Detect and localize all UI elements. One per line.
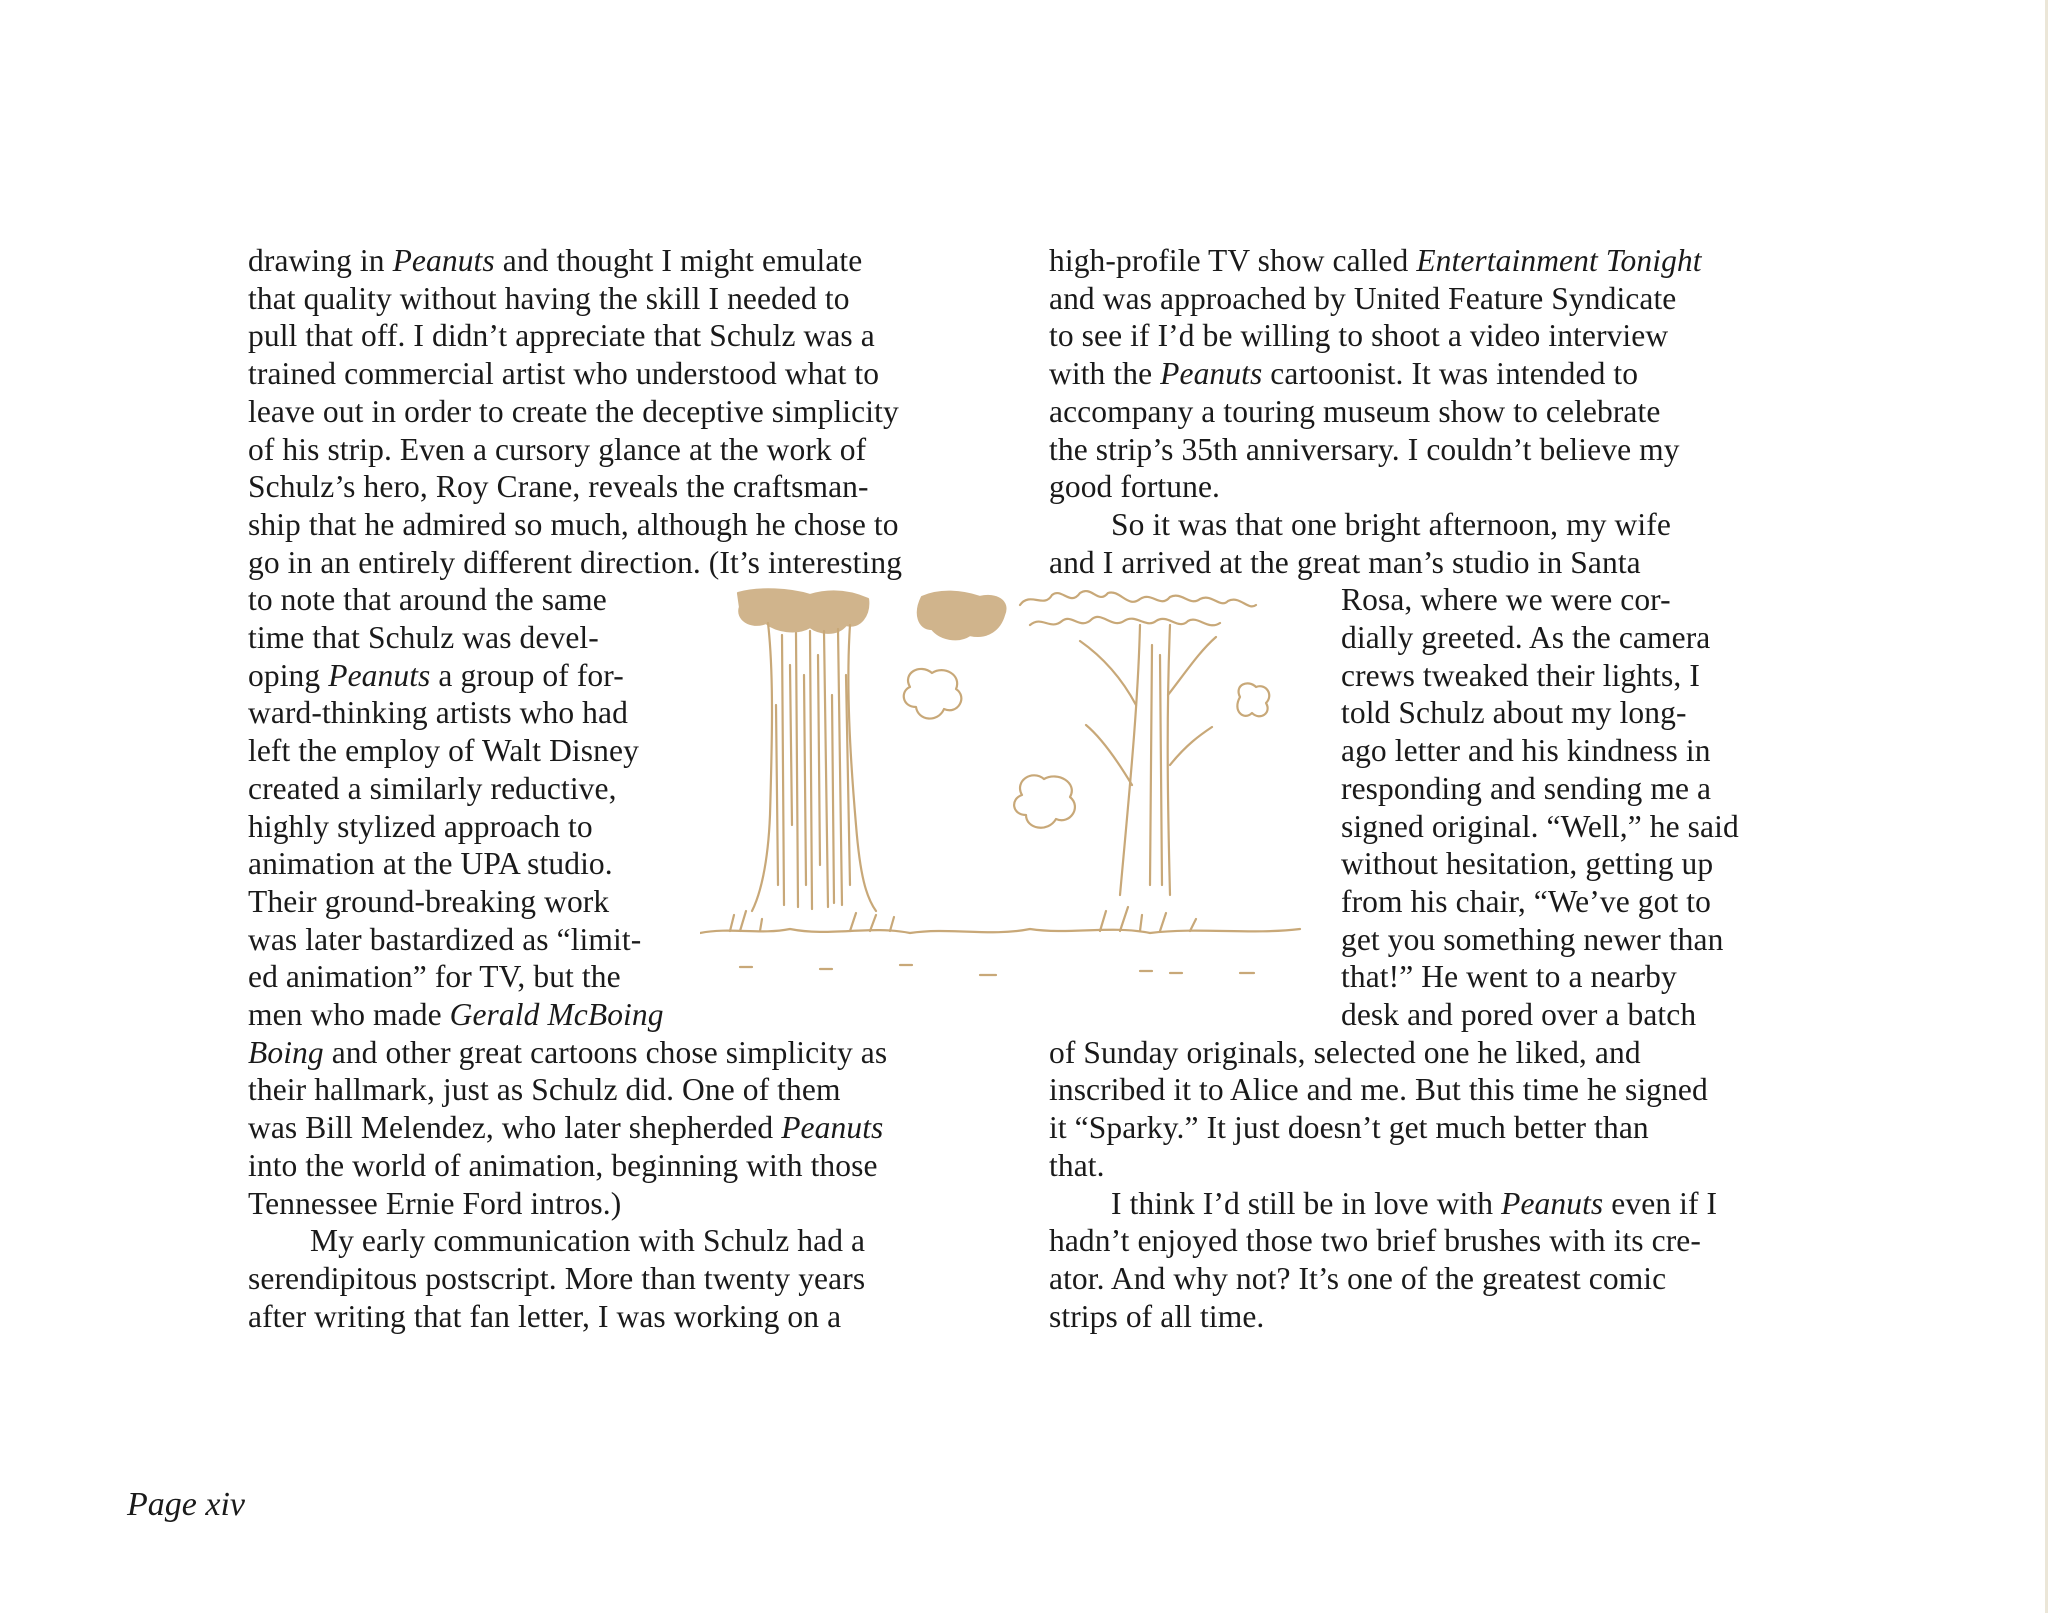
text-run: ator. And why not? It’s one of the greatest comic [1049, 1260, 1667, 1296]
text-run: desk and pored over a batch [1341, 997, 1697, 1033]
text-line [1049, 468, 1809, 506]
text-line [1049, 1147, 1809, 1185]
text-run: pull that off. I didn’t appreciate that Schulz was a [248, 318, 875, 354]
text-run: it “Sparky.” It just doesn’t get much better than [1049, 1110, 1649, 1146]
text-run: into the world of animation, beginning with those [248, 1147, 878, 1183]
text-run: their hallmark, just as Schulz did. One of them [248, 1072, 841, 1108]
text-run: signed original. “Well,” he said [1341, 808, 1739, 844]
text-run: ago letter and his kindness in [1341, 733, 1711, 769]
text-run: Rosa, where we were cor- [1341, 582, 1671, 618]
text-run: from his chair, “We’ve got to [1341, 883, 1711, 919]
italic-title: Gerald McBoing [449, 997, 664, 1033]
text-line [1049, 1071, 1809, 1109]
text-run: animation at the UPA studio. [248, 846, 613, 882]
text-run: So it was that one bright afternoon, my wife [1111, 506, 1671, 542]
text-run: was later bastardized as “limit- [248, 921, 642, 957]
text-line [1049, 1260, 1809, 1298]
text-run: highly stylized approach to [248, 808, 593, 844]
text-run: left the employ of Walt Disney [248, 733, 639, 769]
italic-title: Peanuts [1501, 1185, 1604, 1221]
italic-title: Peanuts [392, 243, 495, 278]
text-run: oping [248, 657, 329, 693]
text-line [248, 1071, 1028, 1109]
italic-title: Peanuts [328, 657, 431, 693]
text-line [1049, 1298, 1809, 1336]
text-run: with the [1049, 356, 1161, 392]
text-run: time that Schulz was devel- [248, 620, 599, 656]
text-run: hadn’t enjoyed those two brief brushes with its cre- [1049, 1223, 1701, 1259]
text-run: to see if I’d be willing to shoot a video interview [1049, 318, 1669, 354]
text-run: dially greeted. As the camera [1341, 620, 1711, 656]
text-run: ward-thinking artists who had [248, 695, 628, 731]
text-line [1049, 1222, 1809, 1260]
text-line [1049, 1109, 1809, 1147]
text-run: that. [1049, 1147, 1105, 1183]
text-run: go in an entirely different direction. (It’s interesting [248, 544, 903, 580]
text-line [1049, 355, 1809, 393]
text-run: inscribed it to Alice and me. But this time he signed [1049, 1072, 1708, 1108]
trees-drawing-icon [700, 585, 1320, 985]
text-run: drawing in [248, 243, 393, 278]
text-run: Their ground-breaking work [248, 883, 610, 919]
text-line [1049, 544, 1809, 582]
text-run: high-profile TV show called [1049, 243, 1417, 278]
text-run: after writing that fan letter, I was working on a [248, 1298, 842, 1334]
text-run: that!” He went to a nearby [1341, 959, 1677, 995]
text-run: cartoonist. It was intended to [1262, 356, 1639, 392]
italic-title: Entertainment Tonight [1416, 243, 1702, 278]
text-run: strips of all time. [1049, 1298, 1265, 1334]
text-line [248, 468, 1028, 506]
text-line [1049, 317, 1809, 355]
text-run: and other great cartoons chose simplicity as [323, 1034, 888, 1070]
text-run: that quality without having the skill I needed to [248, 280, 850, 316]
text-run: I think I’d still be in love with [1111, 1185, 1502, 1221]
text-run: a group of for- [430, 657, 624, 693]
text-line [248, 996, 1028, 1034]
text-run: created a similarly reductive, [248, 770, 617, 806]
text-run: without hesitation, getting up [1341, 846, 1714, 882]
text-line [248, 1034, 1028, 1072]
text-line [248, 431, 1028, 469]
text-run: of his strip. Even a cursory glance at the work of [248, 431, 867, 467]
italic-title: Peanuts [1160, 356, 1263, 392]
text-run: good fortune. [1049, 469, 1221, 505]
text-run: crews tweaked their lights, I [1341, 657, 1700, 693]
text-run: trained commercial artist who understood what to [248, 356, 880, 392]
text-run: serendipitous postscript. More than twenty years [248, 1260, 866, 1296]
text-line [248, 1185, 1028, 1223]
text-run: My early communication with Schulz had a [310, 1223, 866, 1259]
text-line [1049, 431, 1809, 469]
text-line [248, 1109, 1028, 1147]
text-line [248, 1260, 1028, 1298]
text-run: Schulz’s hero, Roy Crane, reveals the craftsman- [248, 469, 869, 505]
text-line [248, 393, 1028, 431]
text-run: and thought I might emulate [494, 243, 863, 278]
text-line [248, 355, 1028, 393]
text-run: the strip’s 35th anniversary. I couldn’t believe my [1049, 431, 1680, 467]
text-run: get you something newer than [1341, 921, 1724, 957]
text-line [248, 1298, 1028, 1336]
text-run: ed animation” for TV, but the [248, 959, 621, 995]
text-line [1049, 996, 1809, 1034]
text-line [248, 317, 1028, 355]
text-line [248, 242, 1028, 280]
text-line [1049, 242, 1809, 280]
text-line [248, 1147, 1028, 1185]
text-run: ship that he admired so much, although he chose to [248, 506, 899, 542]
italic-title: Boing [248, 1034, 324, 1070]
page-number: Page xiv [127, 1486, 245, 1523]
text-line [248, 544, 1028, 582]
text-run: and was approached by United Feature Syndicate [1049, 280, 1677, 316]
text-run: responding and sending me a [1341, 770, 1712, 806]
text-line [248, 506, 1028, 544]
text-run: to note that around the same [248, 582, 607, 618]
text-run: leave out in order to create the deceptive simplicity [248, 393, 899, 429]
text-run: was Bill Melendez, who later shepherded [248, 1110, 782, 1146]
text-line [1049, 1034, 1809, 1072]
text-run: told Schulz about my long- [1341, 695, 1687, 731]
text-line [248, 280, 1028, 318]
text-run: and I arrived at the great man’s studio in Santa [1049, 544, 1641, 580]
text-run: men who made [248, 997, 450, 1033]
text-line [1049, 393, 1809, 431]
text-run: Tennessee Ernie Ford intros.) [248, 1185, 622, 1221]
text-line [248, 1222, 1028, 1260]
text-run: accompany a touring museum show to celebrate [1049, 393, 1661, 429]
text-run: even if I [1603, 1185, 1718, 1221]
text-line [1049, 1185, 1809, 1223]
text-line [1049, 280, 1809, 318]
text-run: of Sunday originals, selected one he liked, and [1049, 1034, 1641, 1070]
text-line [1049, 506, 1809, 544]
italic-title: Peanuts [781, 1110, 884, 1146]
